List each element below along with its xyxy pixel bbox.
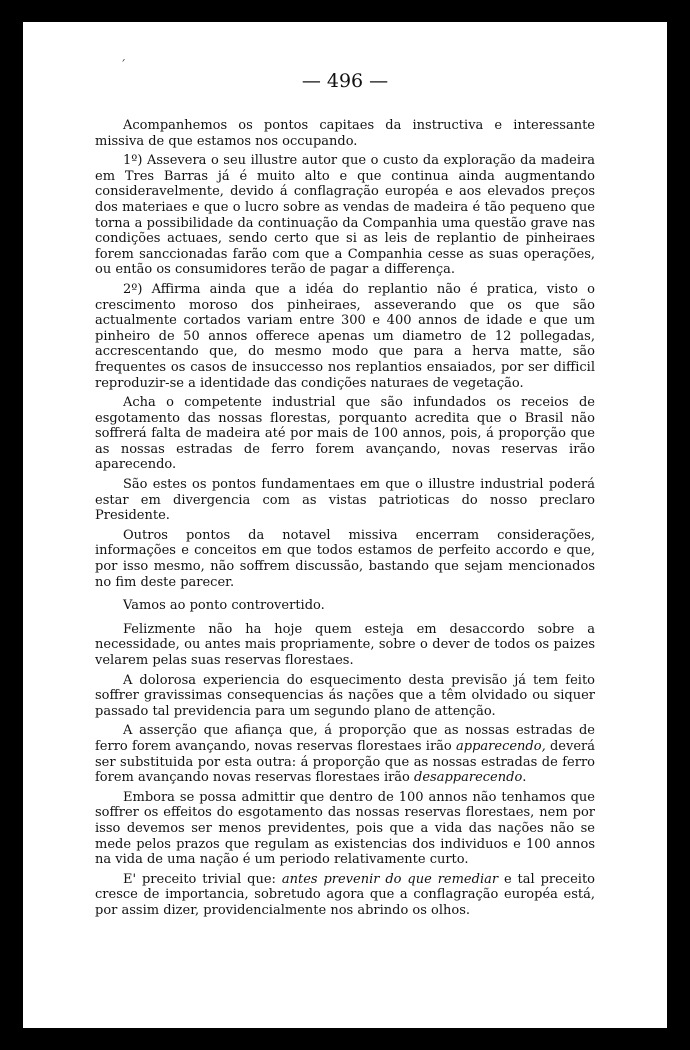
paragraph: São estes os pontos fundamentaes em que o illustre industrial poderá estar em divergencia com as vistas patrioticas do nosso preclaro Presidente.	[95, 477, 595, 524]
document-page	[23, 22, 667, 1028]
paragraph: Acompanhemos os pontos capitaes da instructiva e interessante missiva de que estamos nos occupando.	[95, 118, 595, 149]
page-number: — 496 —	[301, 70, 389, 92]
body-text	[95, 118, 595, 923]
paragraph: A dolorosa experiencia do esquecimento desta previsão já tem feito soffrer gravissimas consequencias ás nações que a têm olvidado ou siquer passado tal previdencia para um segundo plano de attenção.	[95, 672, 595, 719]
paragraph: A asserção que afiança que, á proporção que as nossas estradas de ferro forem avançando, novas reservas florestaes irão apparecendo, deverá ser substituida por esta outra: á proporção que as nossas estradas de ferro forem avançando novas reservas florestaes irão desapparecendo.	[95, 723, 596, 786]
italic-text: apparecendo,	[456, 738, 546, 754]
paragraph: E' preceito trivial que: antes prevenir do que remediar e tal preceito cresce de importancia, sobretudo agora que a conflagração européa está, por assim dizer, providencialmente nos abrindo os olhos.	[95, 871, 595, 918]
paragraph: Embora se possa admittir que dentro de 100 annos não tenhamos que soffrer os effeitos do esgotamento das nossas reservas florestaes, nem por isso devemos ser menos previdentes, pois que a vida das nações não se mede pelos prazos que regulam as existencias dos individuos e 100 annos na vida de uma nação é um periodo relativamente curto.	[95, 789, 595, 868]
stray-mark: ˊ	[120, 58, 126, 72]
paragraph: Vamos ao ponto controvertido.	[123, 598, 325, 614]
paragraph: Outros pontos da notavel missiva encerram considerações, informações e conceitos em que todos estamos de perfeito accordo e que, por isso mesmo, não soffrem discussão, bastando que sejam mencionados no fim deste parecer.	[95, 527, 595, 590]
italic-text: desapparecendo	[414, 770, 523, 786]
italic-text: antes prevenir do que remediar	[281, 871, 499, 887]
paragraph: Felizmente não ha hoje quem esteja em desaccordo sobre a necessidade, ou antes mais propriamente, sobre o dever de todos os paizes velarem pelas suas reservas florestaes.	[95, 621, 595, 668]
paragraph: 1º) Assevera o seu illustre autor que o custo da exploração da madeira em Tres Barras já é muito alto e que continua ainda augmentando consideravelmente, devido á conflagração européa e aos elevados preços dos materiaes e que o lucro sobre as vendas de madeira é tão pequeno que torna a possibilidade da continuação da Companhia uma questão grave nas condições actuaes, sendo certo que si as leis de replantio de pinheiraes forem sanccionadas farão com que a Companhia cesse as suas operações, ou então os consumidores terão de pagar a differença.	[95, 153, 595, 278]
paragraph: 2º) Affirma ainda que a idéa do replantio não é pratica, visto o crescimento moroso dos pinheiraes, asseverando que os que são actualmente cortados variam entre 300 e 400 annos de idade e que um pinheiro de 50 annos offerece apenas um diametro de 12 pollegadas, accrescentando que, do mesmo modo que para a herva matte, são frequentes os casos de insuccesso nos replantios ensaiados, por ser difficil reproduzir-se a identidade das condições naturaes de vegetação.	[95, 281, 595, 391]
paragraph: Acha o competente industrial que são infundados os receios de esgotamento das nossas florestas, porquanto acredita que o Brasil não soffrerá falta de madeira até por mais de 100 annos, pois, á proporção que as nossas estradas de ferro forem avançando, novas reservas irão aparecendo.	[95, 395, 595, 473]
